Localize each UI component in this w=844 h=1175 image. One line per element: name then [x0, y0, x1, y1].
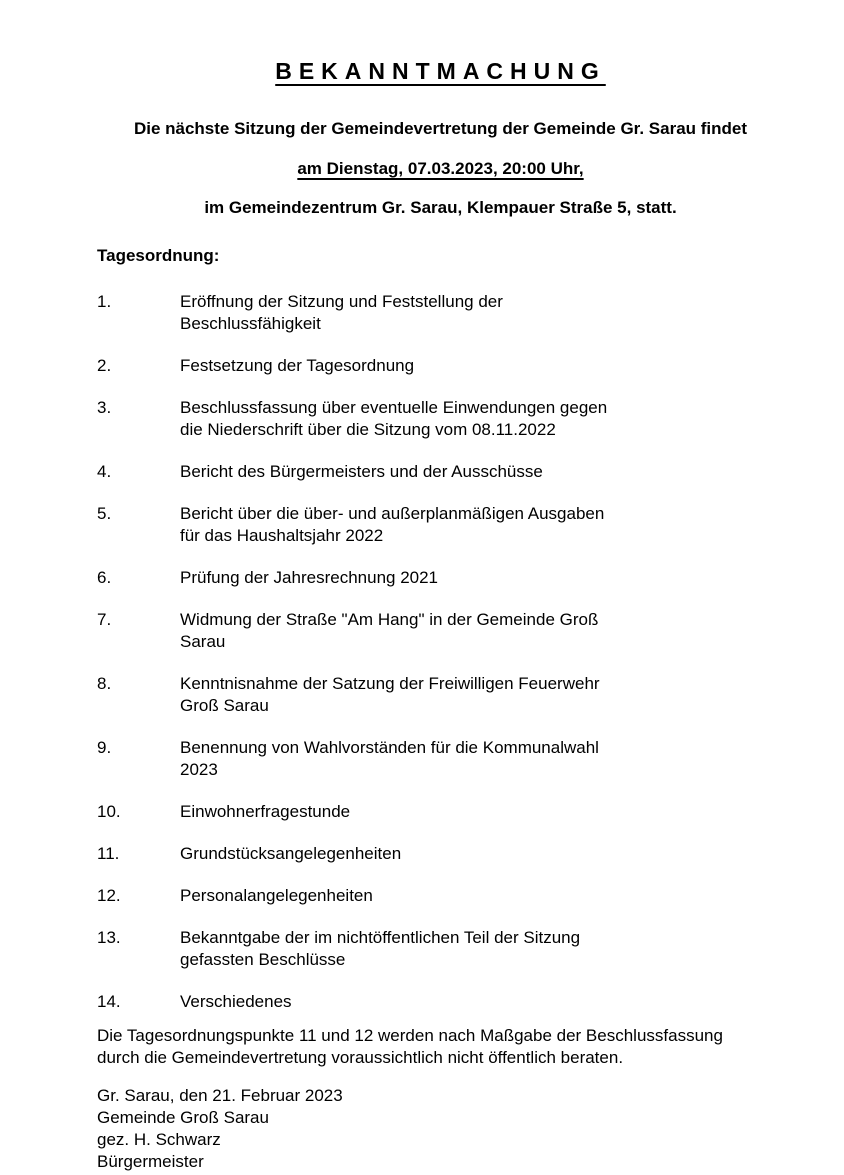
agenda-item-text	[180, 737, 784, 781]
signature-role: Bürgermeister	[97, 1152, 204, 1171]
agenda-item-text-line: Bekanntgabe der im nichtöffentlichen Teil der Sitzung	[180, 928, 581, 947]
agenda-item-text-line: 2023	[180, 760, 218, 779]
agenda-item-text	[180, 291, 784, 335]
intro-line-datetime: am Dienstag, 07.03.2023, 20:00 Uhr,	[297, 159, 584, 178]
signature-block	[97, 1085, 784, 1173]
agenda-item-text	[180, 355, 784, 377]
agenda-item-number: 5.	[97, 504, 112, 523]
agenda-item-text	[180, 801, 784, 823]
document-title: BEKANNTMACHUNG	[275, 58, 606, 84]
agenda-item-text	[180, 673, 784, 717]
agenda-item-text-line: Grundstücksangelegenheiten	[180, 844, 402, 863]
agenda-item-1	[97, 291, 784, 335]
agenda-item-7	[97, 609, 784, 653]
agenda-item-13	[97, 927, 784, 971]
agenda-item-text	[180, 567, 784, 589]
agenda-item-8	[97, 673, 784, 717]
agenda-item-10	[97, 801, 784, 823]
signature-municipality: Gemeinde Groß Sarau	[97, 1108, 269, 1127]
agenda-item-2	[97, 355, 784, 377]
agenda-item-number: 11.	[97, 844, 120, 863]
agenda-item-text-line: Kenntnisnahme der Satzung der Freiwilligen Feuerwehr	[180, 674, 600, 693]
agenda-item-3	[97, 397, 784, 441]
agenda-item-number: 12.	[97, 886, 121, 905]
agenda-item-text	[180, 609, 784, 653]
agenda-item-text	[180, 843, 784, 865]
agenda-item-text-line: für das Haushaltsjahr 2022	[180, 526, 384, 545]
agenda-item-number: 3.	[97, 398, 112, 417]
closing-note-line: Die Tagesordnungspunkte 11 und 12 werden nach Maßgabe der Beschlussfassung	[97, 1026, 723, 1045]
agenda-item-text-line: Sarau	[180, 632, 226, 651]
agenda-item-text	[180, 885, 784, 907]
agenda-item-9	[97, 737, 784, 781]
agenda-item-number: 1.	[97, 292, 112, 311]
intro-line-location: im Gemeindezentrum Gr. Sarau, Klempauer Straße 5, statt.	[204, 198, 677, 217]
agenda-item-6	[97, 567, 784, 589]
closing-note	[97, 1025, 784, 1069]
agenda-item-5	[97, 503, 784, 547]
agenda-item-text-line: Personalangelegenheiten	[180, 886, 373, 905]
agenda-item-text	[180, 503, 784, 547]
agenda-item-text-line: Groß Sarau	[180, 696, 269, 715]
agenda-item-4	[97, 461, 784, 483]
agenda-item-text	[180, 991, 784, 1013]
agenda-item-text-line: Beschlussfähigkeit	[180, 314, 321, 333]
agenda-item-number: 6.	[97, 568, 112, 587]
agenda-item-text-line: Bericht über die über- und außerplanmäßigen Ausgaben	[180, 504, 605, 523]
agenda-heading: Tagesordnung:	[97, 246, 220, 265]
agenda-item-number: 10.	[97, 802, 121, 821]
agenda-list	[97, 291, 784, 1013]
agenda-item-text-line: gefassten Beschlüsse	[180, 950, 346, 969]
intro-line-session: Die nächste Sitzung der Gemeindevertretung der Gemeinde Gr. Sarau findet	[133, 119, 748, 138]
agenda-item-text	[180, 927, 784, 971]
agenda-item-text-line: die Niederschrift über die Sitzung vom 08.11.2022	[180, 420, 556, 439]
agenda-item-12	[97, 885, 784, 907]
closing-note-line: durch die Gemeindevertretung voraussichtlich nicht öffentlich beraten.	[97, 1048, 624, 1067]
agenda-item-text	[180, 461, 784, 483]
agenda-item-text-line: Beschlussfassung über eventuelle Einwendungen gegen	[180, 398, 608, 417]
agenda-item-text-line: Benennung von Wahlvorständen für die Kommunalwahl	[180, 738, 599, 757]
agenda-item-text-line: Widmung der Straße "Am Hang" in der Gemeinde Groß	[180, 610, 599, 629]
agenda-item-number: 9.	[97, 738, 112, 757]
agenda-item-number: 13.	[97, 928, 121, 947]
agenda-item-number: 8.	[97, 674, 112, 693]
agenda-item-text-line: Verschiedenes	[180, 992, 292, 1011]
agenda-item-number: 14.	[97, 992, 121, 1011]
signature-signed-by: gez. H. Schwarz	[97, 1130, 221, 1149]
agenda-item-number: 4.	[97, 462, 112, 481]
agenda-item-text	[180, 397, 784, 441]
agenda-item-11	[97, 843, 784, 865]
agenda-item-14	[97, 991, 784, 1013]
signature-place-date: Gr. Sarau, den 21. Februar 2023	[97, 1086, 343, 1105]
agenda-item-number: 2.	[97, 356, 112, 375]
agenda-item-text-line: Eröffnung der Sitzung und Feststellung der	[180, 292, 503, 311]
agenda-item-text-line: Prüfung der Jahresrechnung 2021	[180, 568, 439, 587]
agenda-item-text-line: Einwohnerfragestunde	[180, 802, 351, 821]
agenda-item-text-line: Bericht des Bürgermeisters und der Ausschüsse	[180, 462, 543, 481]
document-content	[97, 56, 784, 1173]
agenda-item-number: 7.	[97, 610, 112, 629]
agenda-item-text-line: Festsetzung der Tagesordnung	[180, 356, 415, 375]
